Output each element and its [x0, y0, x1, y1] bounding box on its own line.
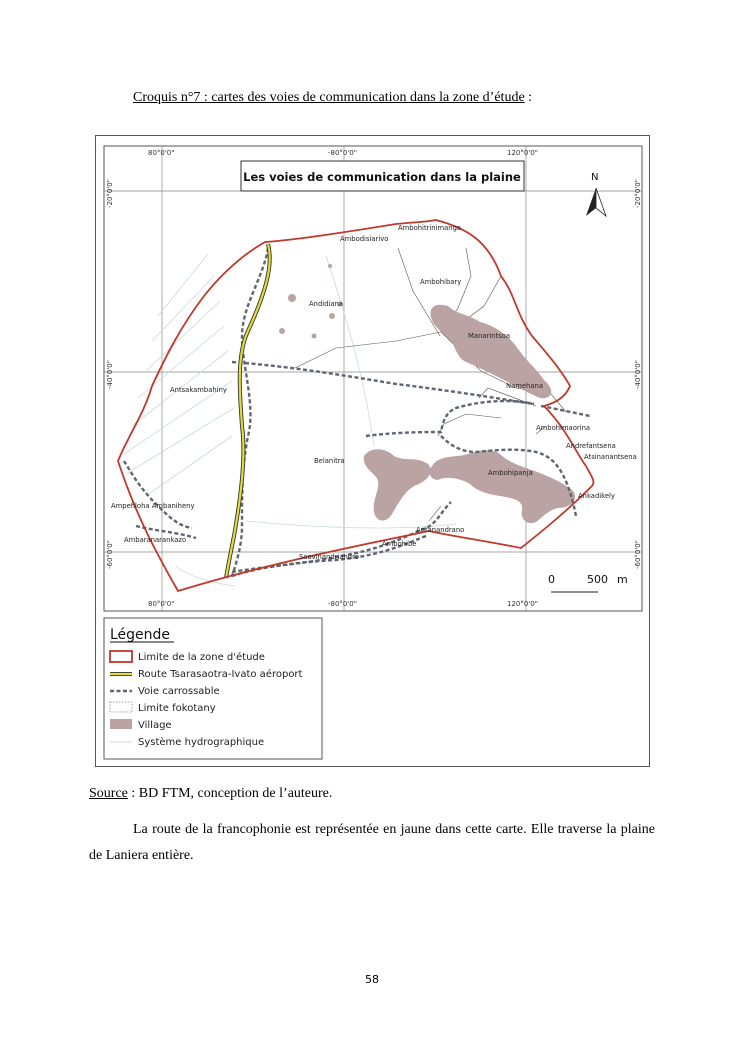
- place-belanitra: Belanitra: [314, 457, 345, 465]
- body-paragraph: La route de la francophonie est représentée en jaune dans cette carte. Elle traverse la plaine de Laniera entière.: [89, 822, 655, 863]
- source-line: [89, 786, 332, 802]
- grid-bottom-label-1: 80°0'0": [148, 600, 175, 608]
- grid-right-label-3: -60°0'0": [634, 540, 642, 569]
- grid-bottom-label-3: 120°0'0": [507, 600, 538, 608]
- map-svg: [96, 136, 649, 766]
- grid-right-label-2: -40°0'0": [634, 360, 642, 389]
- place-atsinanantsena: Atsinanantsena: [584, 453, 637, 461]
- legend-swatch-boundary: [110, 651, 132, 662]
- grid-top-label-2: -80°0'0": [328, 149, 357, 157]
- place-soavinandriana: Soavinandriandro: [299, 553, 359, 561]
- grid-right-label-1: -20°0'0": [634, 179, 642, 208]
- grid-left-label-2: -40°0'0": [106, 360, 114, 389]
- scale-zero: 0: [548, 573, 555, 586]
- scale-value: 500: [587, 573, 608, 586]
- place-manarintsoa: Manarintsoa: [468, 332, 511, 340]
- grid-bottom-label-2: -80°0'0": [328, 600, 357, 608]
- place-ambodisiarivo: Ambodisiarivo: [340, 235, 389, 243]
- map-title: Les voies de communication dans la plaine: [243, 170, 521, 184]
- legend-label-boundary: Limite de la zone d'étude: [138, 652, 265, 663]
- place-ampefiloha: Ampefiloha Ambaniheny: [111, 502, 195, 510]
- legend-label-village: Village: [138, 720, 172, 731]
- place-ambaranarankazo: Ambaranarankazo: [124, 536, 187, 544]
- legend-label-road: Voie carrossable: [138, 686, 220, 697]
- grid-top-label-1: 80°0'0": [148, 149, 175, 157]
- legend-swatch-fokotany: [110, 702, 132, 712]
- legend-title: Légende: [110, 627, 171, 643]
- source-text: : BD FTM, conception de l’auteure.: [127, 786, 333, 801]
- place-ambohimaorina: Ambohimaorina: [536, 424, 591, 432]
- caption-lead: Croquis n°7 : cartes des voies de communication dans la zone d’étude: [133, 90, 525, 105]
- legend-label-fokotany: Limite fokotany: [138, 703, 216, 714]
- place-antanandrano: Antanandrano: [416, 526, 465, 534]
- place-namehana: Namehana: [506, 382, 543, 390]
- place-andidiana: Andidiana: [309, 300, 344, 308]
- place-ankadikely: Ankadikely: [578, 492, 615, 500]
- north-label: N: [591, 172, 599, 183]
- place-ambohipanja: Ambohipanja: [488, 469, 533, 477]
- place-antsakambahiny: Antsakambahiny: [170, 386, 227, 394]
- place-ambohitrinimanga: Ambohitrinimanga: [398, 224, 462, 232]
- legend-swatch-village: [110, 719, 132, 729]
- grid-left-label-3: -60°0'0": [106, 540, 114, 569]
- page-number: 58: [365, 973, 379, 986]
- caption-tail: :: [524, 90, 533, 105]
- figure-caption: [133, 90, 532, 106]
- place-ambohibary: Ambohibary: [420, 278, 462, 286]
- legend-label-route: Route Tsarasaotra-Ivato aéroport: [138, 669, 303, 680]
- legend-label-hydro: Système hydrographique: [138, 737, 265, 748]
- map-figure: [95, 135, 650, 767]
- grid-left-label-1: -20°0'0": [106, 179, 114, 208]
- scale-unit: m: [617, 573, 628, 586]
- place-ambohibe: Ambohibe: [382, 540, 417, 548]
- place-andrefantsena: Andrefantsena: [566, 442, 616, 450]
- source-label: Source: [89, 786, 128, 801]
- grid-top-label-3: 120°0'0": [507, 149, 538, 157]
